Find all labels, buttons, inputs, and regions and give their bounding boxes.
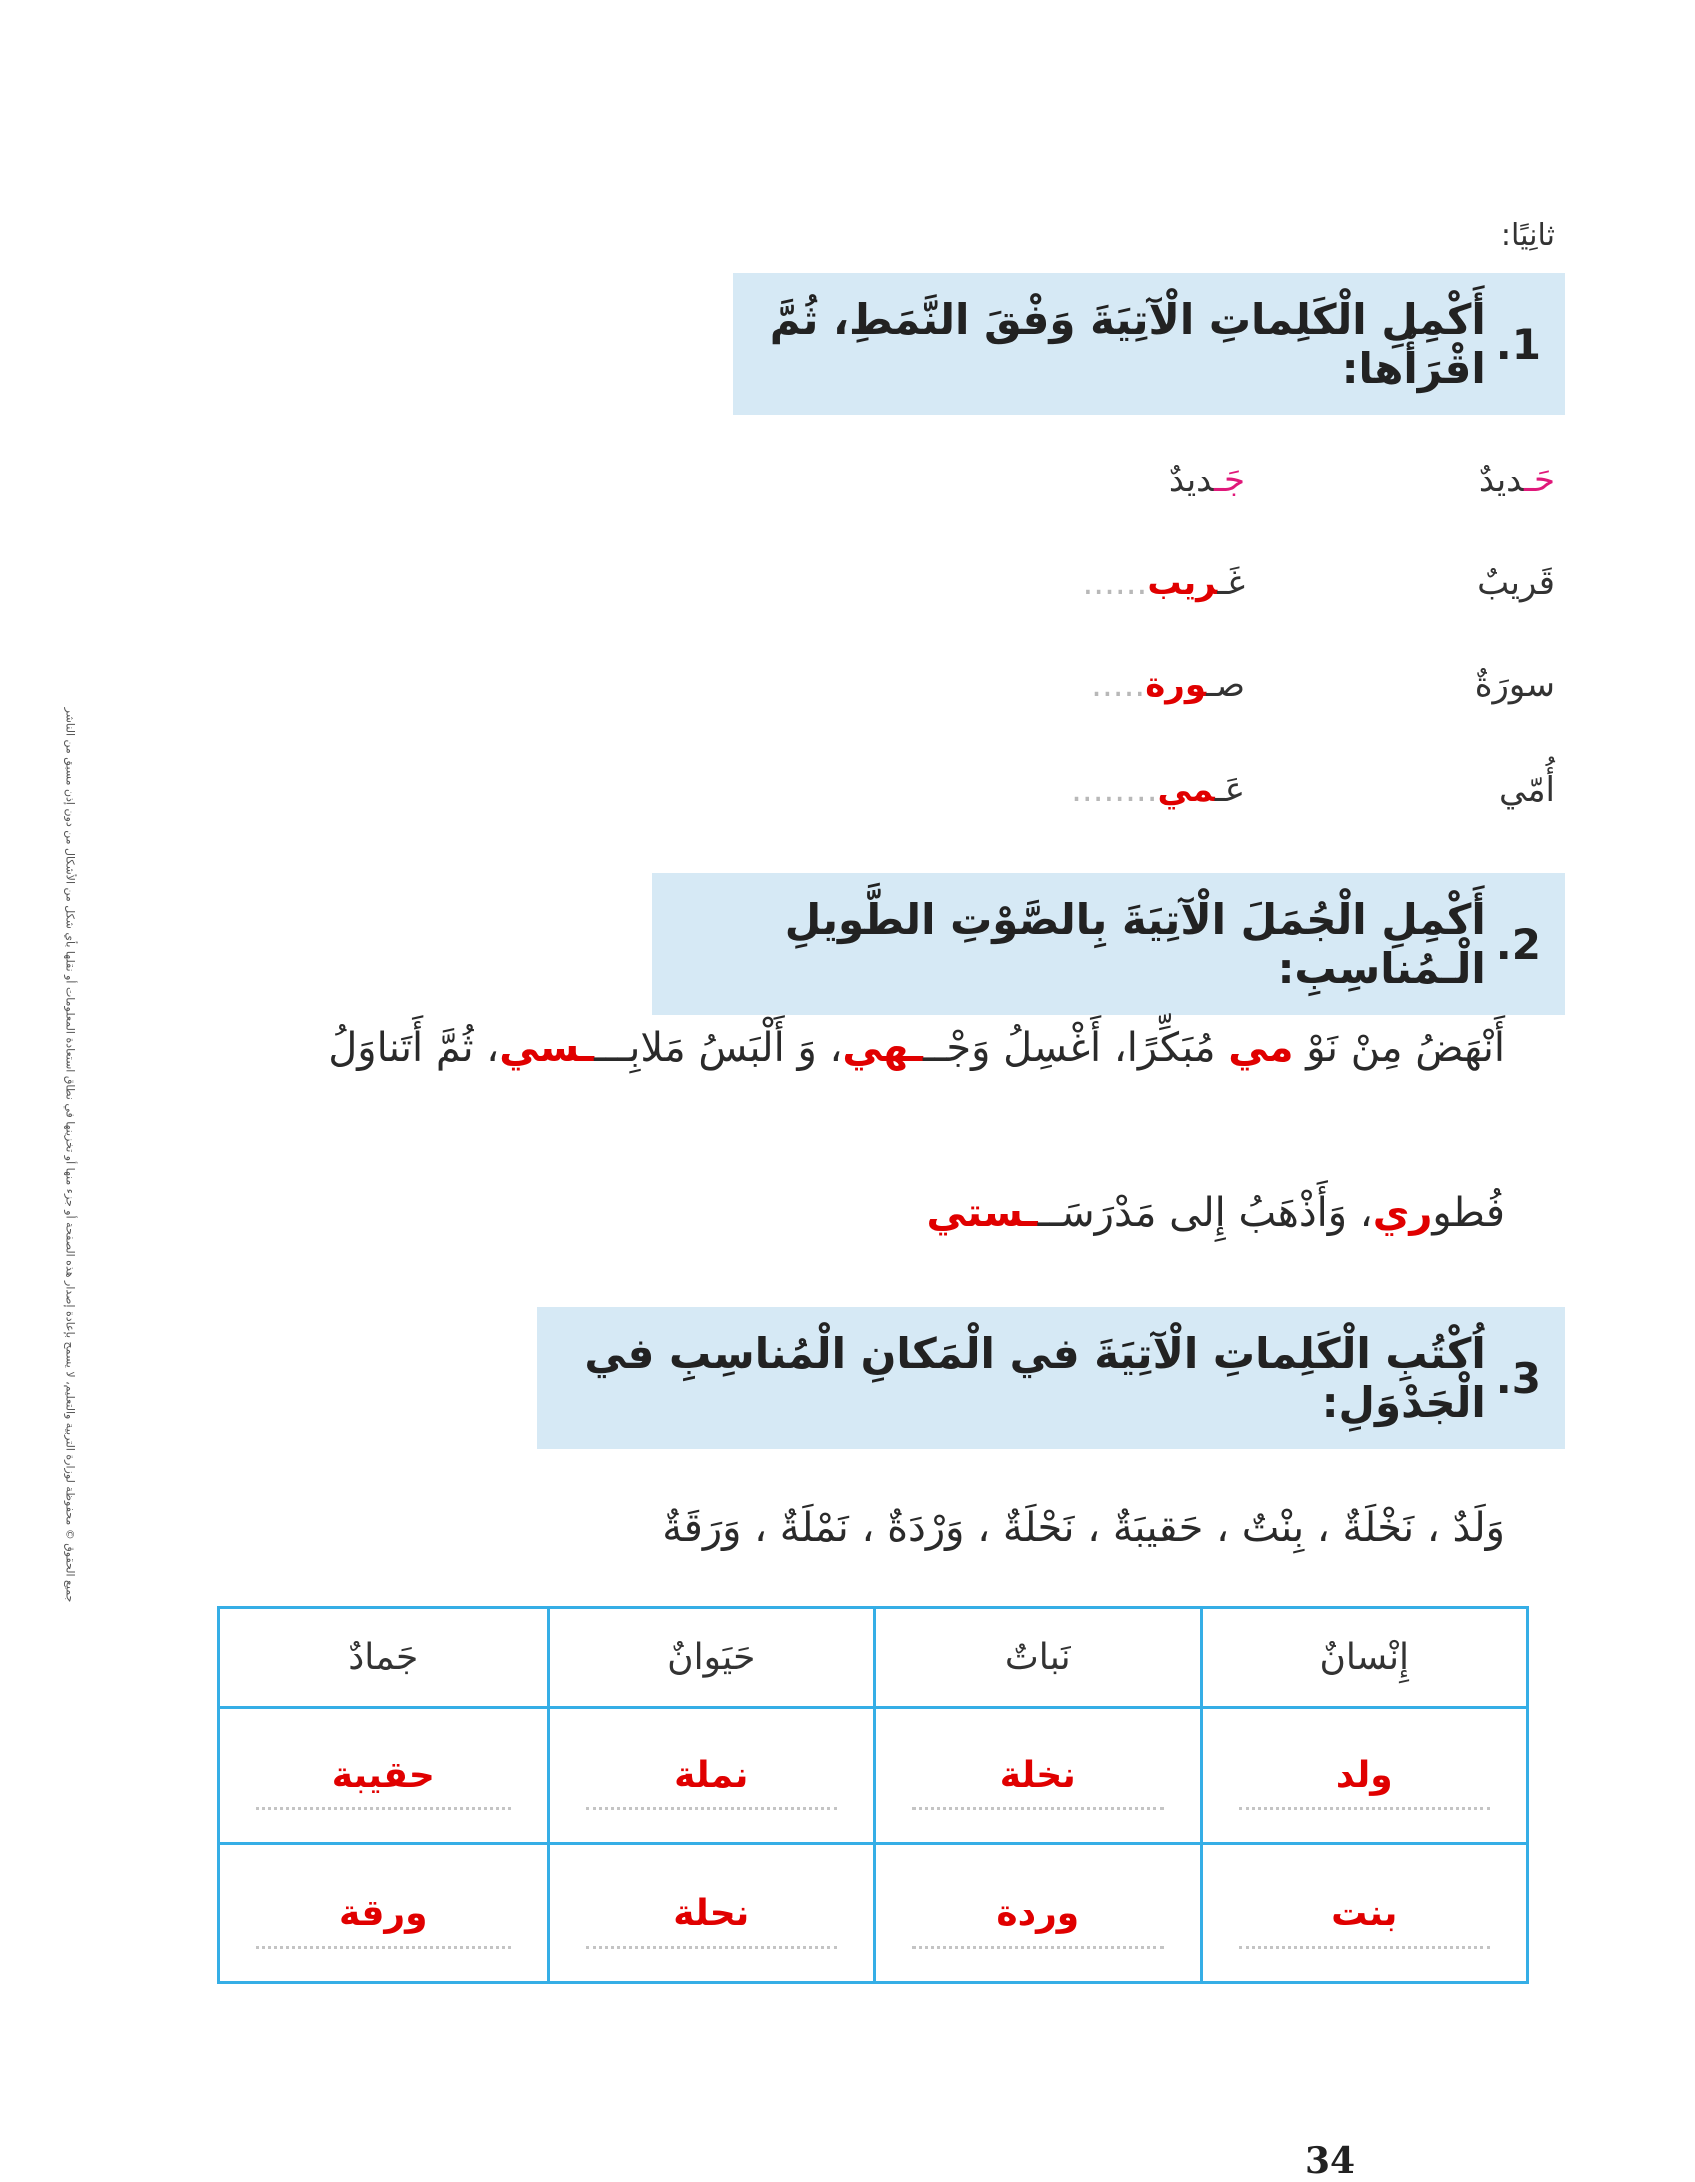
question-2-number: 2. bbox=[1495, 919, 1541, 969]
example-word-right: جَـديدٌ bbox=[1168, 460, 1245, 500]
q1-row-1-word: قَريبٌ bbox=[1477, 563, 1555, 603]
dotted-line bbox=[256, 1807, 511, 1810]
question-1-title: أَكْمِلِ الْكَلِماتِ الْآتِيَةَ وَفْقَ النَّمَطِ، ثُمَّ اقْرَأْها: bbox=[769, 295, 1486, 393]
question-2-banner bbox=[652, 873, 1565, 1015]
word-bank: وَلَدٌ ، نَخْلَةٌ ، بِنْتٌ ، حَقيبَةٌ ، نَحْلَةٌ ، وَرْدَةٌ ، نَمْلَةٌ ، وَرَقَةٌ bbox=[662, 1505, 1505, 1551]
table-header-plant: نَباتٌ bbox=[873, 1609, 1200, 1709]
table-cell: نحلة bbox=[547, 1845, 874, 1981]
page-number: 34 bbox=[1305, 2140, 1356, 2182]
question-2-title: أَكْمِلِ الْجُمَلَ الْآتِيَةَ بِالصَّوْتِ الطَّويلِ الْـمُناسِبِ: bbox=[784, 895, 1486, 993]
question-1-banner bbox=[733, 273, 1565, 415]
table-cell: ولد bbox=[1200, 1709, 1527, 1845]
table-cell: بنت bbox=[1200, 1845, 1527, 1981]
q1-row-1-answer: غَـريب...... bbox=[1082, 563, 1245, 603]
question-3-number: 3. bbox=[1495, 1353, 1541, 1403]
dotted-line bbox=[1239, 1807, 1491, 1810]
question-3-banner bbox=[537, 1307, 1565, 1449]
dotted-line bbox=[912, 1807, 1164, 1810]
question-1-number: 1. bbox=[1495, 319, 1541, 369]
q1-row-3-answer: عَـمي........ bbox=[1071, 770, 1245, 810]
table-cell: وردة bbox=[873, 1845, 1200, 1981]
table-header-animal: حَيَوانٌ bbox=[547, 1609, 874, 1709]
q2-sentence-line-1: أَنْهَضُ مِنْ نَوْ مي مُبَكِّرًا، أَغْسِلُ وَجْـــهي، وَ أَلْبَسُ مَلابِــــسي، ثُمَّ أَتَناوَلُ bbox=[328, 1025, 1505, 1071]
table-cell: نخلة bbox=[873, 1709, 1200, 1845]
table-header-human: إِنْسانٌ bbox=[1200, 1609, 1527, 1709]
example-word-left: حَـديدٌ bbox=[1478, 460, 1555, 500]
section-label: ثانِيًا: bbox=[1500, 218, 1555, 253]
dotted-line bbox=[1239, 1946, 1491, 1949]
table-cell: نملة bbox=[547, 1709, 874, 1845]
copyright-side-note: جميع الحقوق © محفوظة لوزارة التربية والتعليم، لا يسمح بإعادة إصدار هذه الصفحة أو جزء منها أو تخزينها في نطاق استعادة المعلومات أو نقلها بأي شكل من الأشكال من دون إذن مسبق من الناشر bbox=[63, 707, 77, 1603]
question-3-title: اُكْتُبِ الْكَلِماتِ الْآتِيَةَ في الْمَكانِ الْمُناسِبِ في الْجَدْوَلِ: bbox=[584, 1329, 1486, 1427]
dotted-line bbox=[256, 1946, 511, 1949]
table-header-object: جَمادٌ bbox=[220, 1609, 547, 1709]
q2-sentence-line-2: فُطوري، وَأَذْهَبُ إِلى مَدْرَسَـــستي bbox=[926, 1190, 1505, 1236]
classification-table bbox=[217, 1606, 1529, 1984]
table-cell: ورقة bbox=[220, 1845, 547, 1981]
dotted-line bbox=[586, 1807, 838, 1810]
table-cell: حقيبة bbox=[220, 1709, 547, 1845]
q1-row-2-word: سورَةٌ bbox=[1474, 665, 1555, 705]
dotted-line bbox=[912, 1946, 1164, 1949]
q1-row-2-answer: صـورة..... bbox=[1091, 665, 1245, 705]
q1-row-3-word: أُمّي bbox=[1499, 770, 1555, 810]
dotted-line bbox=[586, 1946, 838, 1949]
